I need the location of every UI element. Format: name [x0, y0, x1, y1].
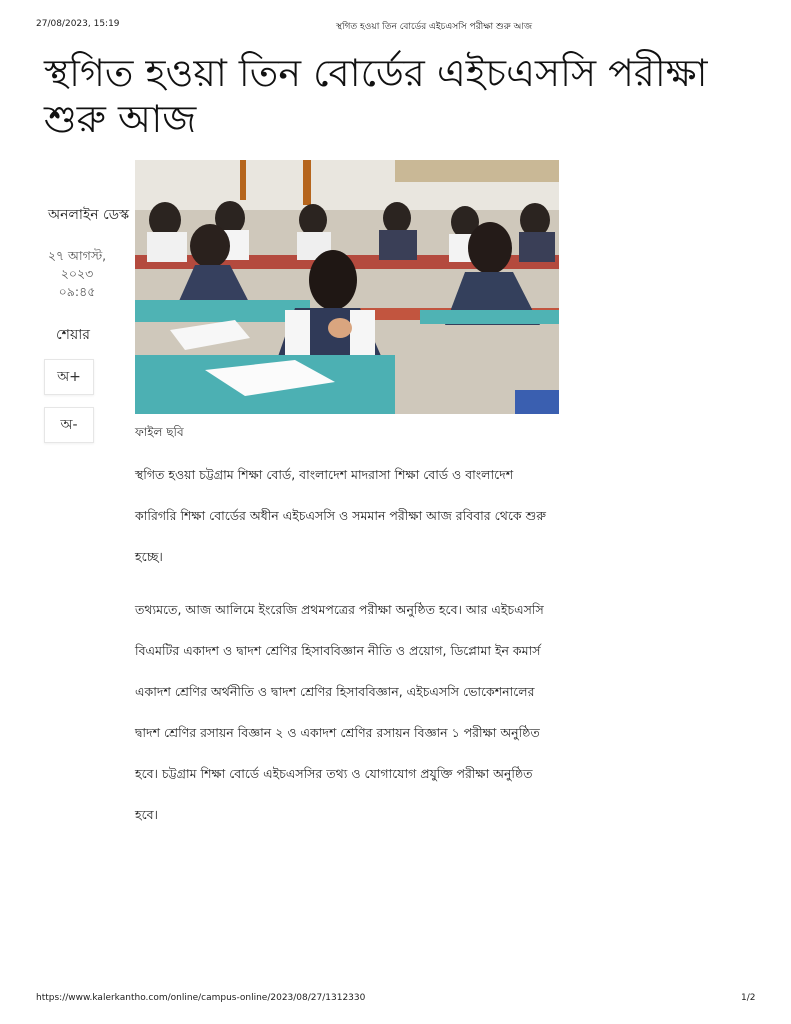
publish-date: ২৭ আগস্ট, ২০২৩ ০৯:৪৫ [47, 248, 107, 299]
article-paragraph: স্থগিত হওয়া চট্টগ্রাম শিক্ষা বোর্ড, বাংলাদেশ মাদরাসা শিক্ষা বোর্ড ও বাংলাদেশ কারিগরি শিক্ষা বোর্ডের অধীন এইচএসসি ও সমমান পরীক্ষা আজ রবিবার থেকে শুরু হচ্ছে। [135, 467, 546, 564]
article-body [135, 454, 555, 847]
photo-caption: ফাইল ছবি [135, 425, 184, 439]
font-increase-button[interactable]: অ+ [44, 359, 94, 395]
share-label[interactable]: শেয়ার [56, 327, 90, 343]
article-photo [135, 160, 559, 414]
print-datetime: 27/08/2023, 15:19 [36, 19, 120, 29]
print-page-title: স্থগিত হওয়া তিন বোর্ডের এইচএসসি পরীক্ষা শুরু আজ [336, 22, 533, 32]
article-sidebar [44, 205, 134, 455]
article-paragraph: তথ্যমতে, আজ আলিমে ইংরেজি প্রথমপত্রের পরীক্ষা অনুষ্ঠিত হবে। আর এইচএসসি বিএমটির একাদশ ও দ্বাদশ শ্রেণির হিসাববিজ্ঞান নীতি ও প্রয়োগ, ডিপ্লোমা ইন কমার্স একাদশ শ্রেণির অর্থনীতি ও দ্বাদশ শ্রেণির হিসাববিজ্ঞান, এইচএসসি ভোকেশনালের দ্বাদশ শ্রেণির রসায়ন বিজ্ঞান ২ ও একাদশ শ্রেণির রসায়ন বিজ্ঞান ১ পরীক্ষা অনুষ্ঠিত হবে। চট্টগ্রাম শিক্ষা বোর্ডে এইচএসসির তথ্য ও যোগাযোগ প্রযুক্তি পরীক্ষা অনুষ্ঠিত হবে। [135, 602, 544, 822]
author-name[interactable]: অনলাইন ডেস্ক [48, 207, 130, 223]
article-headline: স্থগিত হওয়া তিন বোর্ডের এইচএসসি পরীক্ষা শুরু আজ [44, 51, 708, 141]
exam-hall-illustration [135, 160, 559, 414]
font-decrease-button[interactable]: অ- [44, 407, 94, 443]
print-url: https://www.kalerkantho.com/online/campus-online/2023/08/27/1312330 [36, 993, 366, 1003]
print-page-number: 1/2 [741, 993, 756, 1003]
